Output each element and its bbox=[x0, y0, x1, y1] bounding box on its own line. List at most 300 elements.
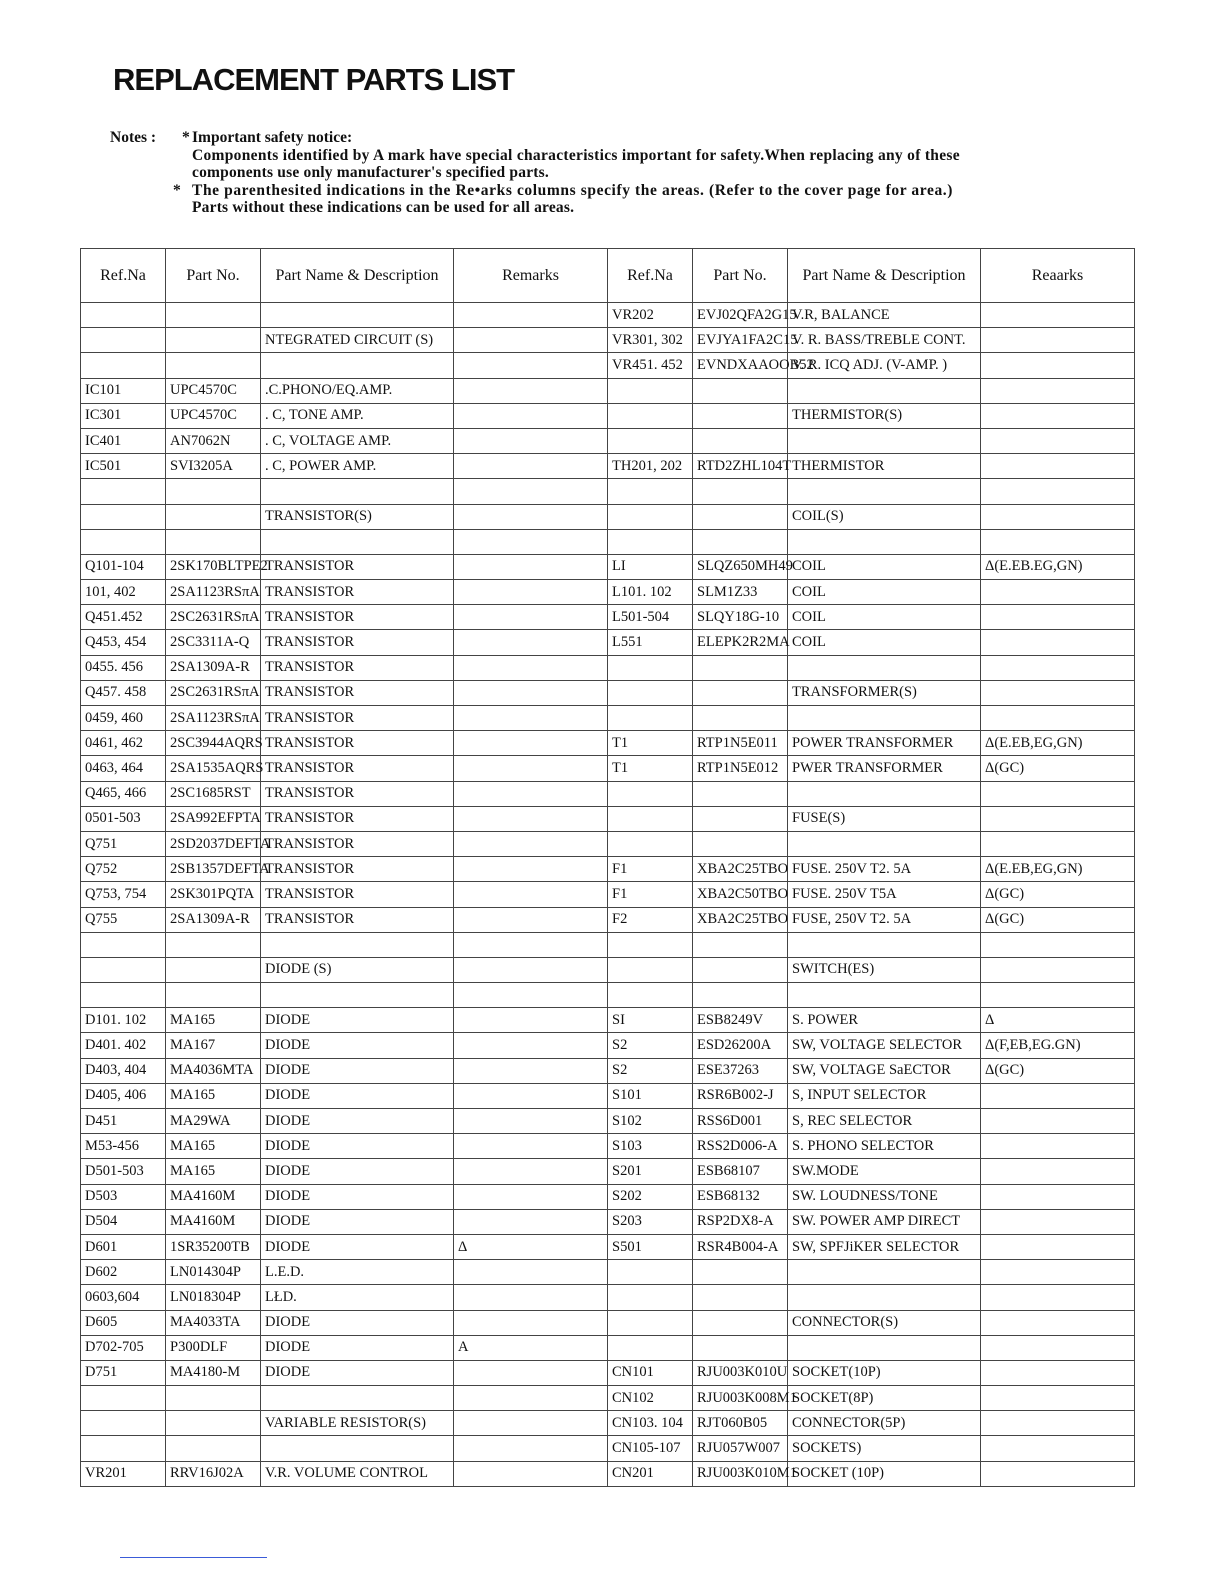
table-cell: FUSE, 250V T2. 5A bbox=[788, 907, 981, 932]
table-cell: TRANSISTOR(S) bbox=[261, 504, 454, 529]
table-row bbox=[81, 680, 1135, 705]
table-cell bbox=[608, 1335, 693, 1360]
table-row bbox=[81, 353, 1135, 378]
table-cell: 2SA992EFPTA bbox=[166, 806, 261, 831]
table-row bbox=[81, 1109, 1135, 1134]
notes-bullet: * bbox=[173, 181, 181, 199]
table-cell bbox=[693, 1260, 788, 1285]
table-cell: T1 bbox=[608, 756, 693, 781]
table-cell: XBA2C50TBO bbox=[693, 882, 788, 907]
table-cell: ESD26200A bbox=[693, 1033, 788, 1058]
table-cell: ESE37263 bbox=[693, 1058, 788, 1083]
table-cell bbox=[608, 1260, 693, 1285]
table-cell: 101, 402 bbox=[81, 580, 166, 605]
table-cell bbox=[261, 529, 454, 554]
table-cell: LI bbox=[608, 554, 693, 579]
table-row bbox=[81, 529, 1135, 554]
table-cell bbox=[981, 1109, 1135, 1134]
table-cell bbox=[693, 1310, 788, 1335]
table-cell bbox=[981, 706, 1135, 731]
table-cell: DIODE bbox=[261, 1209, 454, 1234]
table-cell: SI bbox=[608, 1008, 693, 1033]
table-cell: ELEPK2R2MA bbox=[693, 630, 788, 655]
table-row bbox=[81, 1386, 1135, 1411]
table-row bbox=[81, 1461, 1135, 1486]
table-cell: COIL bbox=[788, 630, 981, 655]
table-cell: . C, VOLTAGE AMP. bbox=[261, 428, 454, 453]
table-cell bbox=[166, 1411, 261, 1436]
table-cell: MA165 bbox=[166, 1159, 261, 1184]
table-cell bbox=[454, 580, 608, 605]
table-cell bbox=[981, 781, 1135, 806]
table-cell bbox=[454, 655, 608, 680]
table-cell bbox=[693, 403, 788, 428]
table-cell bbox=[608, 932, 693, 957]
table-cell bbox=[166, 1436, 261, 1461]
table-row bbox=[81, 1335, 1135, 1360]
table-cell: TRANSISTOR bbox=[261, 831, 454, 856]
table-cell: FUSE. 250V T2. 5A bbox=[788, 857, 981, 882]
table-cell: SW. LOUDNESS/TONE bbox=[788, 1184, 981, 1209]
table-cell: V.R, BALANCE bbox=[788, 303, 981, 328]
table-cell bbox=[981, 378, 1135, 403]
table-cell bbox=[788, 1260, 981, 1285]
table-cell bbox=[454, 857, 608, 882]
table-cell bbox=[981, 630, 1135, 655]
table-cell bbox=[454, 1310, 608, 1335]
table-cell bbox=[788, 479, 981, 504]
notes-line: Important safety notice: bbox=[192, 129, 353, 146]
table-row bbox=[81, 831, 1135, 856]
table-cell: S. PHONO SELECTOR bbox=[788, 1134, 981, 1159]
table-cell bbox=[454, 1360, 608, 1385]
table-row bbox=[81, 655, 1135, 680]
table-cell bbox=[261, 1386, 454, 1411]
table-cell bbox=[81, 1411, 166, 1436]
table-cell bbox=[454, 957, 608, 982]
table-cell: DIODE bbox=[261, 1184, 454, 1209]
table-cell: DIODE (S) bbox=[261, 957, 454, 982]
table-cell bbox=[693, 806, 788, 831]
table-cell bbox=[981, 1184, 1135, 1209]
table-row bbox=[81, 857, 1135, 882]
table-cell: 2SC3311A-Q bbox=[166, 630, 261, 655]
table-cell: V. R. ICQ ADJ. (V-AMP. ) bbox=[788, 353, 981, 378]
table-cell: S2 bbox=[608, 1033, 693, 1058]
table-row bbox=[81, 428, 1135, 453]
table-cell bbox=[261, 353, 454, 378]
table-cell bbox=[454, 680, 608, 705]
table-cell bbox=[166, 932, 261, 957]
table-cell: L501-504 bbox=[608, 605, 693, 630]
column-header: Ref.Na bbox=[608, 249, 693, 303]
table-cell: THERMISTOR(S) bbox=[788, 403, 981, 428]
table-row bbox=[81, 1310, 1135, 1335]
column-header: Part Name & Description bbox=[788, 249, 981, 303]
table-cell: L.E.D. bbox=[261, 1260, 454, 1285]
table-row bbox=[81, 1083, 1135, 1108]
table-cell bbox=[981, 1360, 1135, 1385]
table-cell: S, REC SELECTOR bbox=[788, 1109, 981, 1134]
table-row bbox=[81, 630, 1135, 655]
table-cell: 0461, 462 bbox=[81, 731, 166, 756]
table-cell bbox=[981, 983, 1135, 1008]
table-cell: Δ(F,EB,EG.GN) bbox=[981, 1033, 1135, 1058]
table-cell: PWER TRANSFORMER bbox=[788, 756, 981, 781]
table-cell bbox=[454, 479, 608, 504]
table-cell bbox=[981, 454, 1135, 479]
table-cell: SOCKET(10P) bbox=[788, 1360, 981, 1385]
table-cell bbox=[454, 983, 608, 1008]
table-row bbox=[81, 882, 1135, 907]
table-row bbox=[81, 454, 1135, 479]
table-cell: S, INPUT SELECTOR bbox=[788, 1083, 981, 1108]
table-cell: Q457. 458 bbox=[81, 680, 166, 705]
table-cell: 1SR35200TB bbox=[166, 1234, 261, 1259]
table-cell: . C, POWER AMP. bbox=[261, 454, 454, 479]
table-row bbox=[81, 1411, 1135, 1436]
table-cell bbox=[166, 353, 261, 378]
notes-line: Components identified by A mark have special characteristics important for safety.When replacing any of these bbox=[192, 146, 960, 164]
table-cell: F1 bbox=[608, 857, 693, 882]
table-cell bbox=[981, 831, 1135, 856]
table-cell: .C.PHONO/EQ.AMP. bbox=[261, 378, 454, 403]
table-cell: SW, VOLTAGE SELECTOR bbox=[788, 1033, 981, 1058]
table-cell: COIL bbox=[788, 554, 981, 579]
table-cell: D101. 102 bbox=[81, 1008, 166, 1033]
table-cell bbox=[981, 605, 1135, 630]
table-cell bbox=[454, 1260, 608, 1285]
table-cell: RSR4B004-A bbox=[693, 1234, 788, 1259]
table-cell bbox=[608, 706, 693, 731]
table-cell bbox=[693, 932, 788, 957]
table-cell: S102 bbox=[608, 1109, 693, 1134]
table-cell bbox=[981, 1386, 1135, 1411]
table-cell: CN105-107 bbox=[608, 1436, 693, 1461]
table-cell: Q755 bbox=[81, 907, 166, 932]
table-cell bbox=[981, 932, 1135, 957]
table-cell: VARIABLE RESISTOR(S) bbox=[261, 1411, 454, 1436]
table-cell: Δ(E.EB,EG,GN) bbox=[981, 857, 1135, 882]
table-cell bbox=[81, 479, 166, 504]
table-cell: MA29WA bbox=[166, 1109, 261, 1134]
table-cell: LN018304P bbox=[166, 1285, 261, 1310]
table-cell bbox=[454, 932, 608, 957]
table-cell bbox=[981, 403, 1135, 428]
table-cell: DIODE bbox=[261, 1234, 454, 1259]
table-cell: D605 bbox=[81, 1310, 166, 1335]
table-cell: SW, SPFJiKER SELECTOR bbox=[788, 1234, 981, 1259]
table-cell bbox=[166, 504, 261, 529]
table-cell bbox=[608, 428, 693, 453]
table-cell: MA165 bbox=[166, 1008, 261, 1033]
table-cell: IC101 bbox=[81, 378, 166, 403]
footer-rule bbox=[120, 1557, 267, 1558]
table-cell bbox=[454, 554, 608, 579]
table-cell: DIODE bbox=[261, 1058, 454, 1083]
table-cell bbox=[166, 328, 261, 353]
table-cell bbox=[608, 781, 693, 806]
table-cell: T1 bbox=[608, 731, 693, 756]
table-cell: RTD2ZHL104T bbox=[693, 454, 788, 479]
table-cell bbox=[454, 328, 608, 353]
table-row bbox=[81, 605, 1135, 630]
table-cell: ESB68107 bbox=[693, 1159, 788, 1184]
table-cell bbox=[788, 983, 981, 1008]
table-cell: SLQY18G-10 bbox=[693, 605, 788, 630]
table-cell: MA165 bbox=[166, 1134, 261, 1159]
table-cell bbox=[608, 529, 693, 554]
table-cell: 2SA1123RSπA bbox=[166, 706, 261, 731]
table-cell bbox=[454, 1134, 608, 1159]
table-row bbox=[81, 303, 1135, 328]
table-cell: Q453, 454 bbox=[81, 630, 166, 655]
table-cell bbox=[981, 1285, 1135, 1310]
table-cell: RJU003K008M1 bbox=[693, 1386, 788, 1411]
table-cell: Δ(GC) bbox=[981, 882, 1135, 907]
table-cell bbox=[788, 831, 981, 856]
table-cell: SOCKET(8P) bbox=[788, 1386, 981, 1411]
table-cell: SW. POWER AMP DIRECT bbox=[788, 1209, 981, 1234]
table-cell: COIL bbox=[788, 580, 981, 605]
table-cell: TRANSISTOR bbox=[261, 655, 454, 680]
table-cell bbox=[608, 957, 693, 982]
table-cell: V.R. VOLUME CONTROL bbox=[261, 1461, 454, 1486]
table-cell bbox=[454, 882, 608, 907]
table-cell: D451 bbox=[81, 1109, 166, 1134]
table-cell: DIODE bbox=[261, 1360, 454, 1385]
table-cell bbox=[454, 378, 608, 403]
table-cell bbox=[981, 1260, 1135, 1285]
table-cell bbox=[608, 1310, 693, 1335]
table-cell: SW, VOLTAGE SaECTOR bbox=[788, 1058, 981, 1083]
table-cell bbox=[608, 655, 693, 680]
table-cell bbox=[981, 1436, 1135, 1461]
table-cell: Δ(E.EB.EG,GN) bbox=[981, 554, 1135, 579]
table-cell: MA4036MTA bbox=[166, 1058, 261, 1083]
table-cell: RSP2DX8-A bbox=[693, 1209, 788, 1234]
table-cell: S203 bbox=[608, 1209, 693, 1234]
table-cell bbox=[788, 529, 981, 554]
table-cell: D501-503 bbox=[81, 1159, 166, 1184]
notes-line: components use only manufacturer's specified parts. bbox=[192, 164, 549, 181]
table-cell bbox=[454, 1411, 608, 1436]
table-cell: TRANSFORMER(S) bbox=[788, 680, 981, 705]
table-cell bbox=[981, 680, 1135, 705]
table-cell bbox=[81, 303, 166, 328]
column-header: Part No. bbox=[166, 249, 261, 303]
table-cell: SVI3205A bbox=[166, 454, 261, 479]
table-cell bbox=[454, 1159, 608, 1184]
table-cell bbox=[981, 328, 1135, 353]
table-cell: RRV16J02A bbox=[166, 1461, 261, 1486]
table-cell: TRANSISTOR bbox=[261, 806, 454, 831]
table-cell bbox=[608, 983, 693, 1008]
table-cell: TRANSISTOR bbox=[261, 882, 454, 907]
table-cell: IC501 bbox=[81, 454, 166, 479]
table-cell: 2SK170BLTPE2 bbox=[166, 554, 261, 579]
table-row bbox=[81, 806, 1135, 831]
table-cell: D602 bbox=[81, 1260, 166, 1285]
column-header: Ref.Na bbox=[81, 249, 166, 303]
table-cell: S2 bbox=[608, 1058, 693, 1083]
table-cell: ESB68132 bbox=[693, 1184, 788, 1209]
table-cell: 2SA1309A-R bbox=[166, 655, 261, 680]
table-cell bbox=[788, 378, 981, 403]
table-cell: D503 bbox=[81, 1184, 166, 1209]
table-row bbox=[81, 907, 1135, 932]
table-cell: D751 bbox=[81, 1360, 166, 1385]
table-cell: D401. 402 bbox=[81, 1033, 166, 1058]
table-cell: CN101 bbox=[608, 1360, 693, 1385]
page-title: REPLACEMENT PARTS LIST bbox=[113, 62, 515, 97]
table-cell bbox=[981, 1335, 1135, 1360]
table-cell: DIODE bbox=[261, 1159, 454, 1184]
table-cell: SW.MODE bbox=[788, 1159, 981, 1184]
table-row bbox=[81, 378, 1135, 403]
table-cell bbox=[608, 806, 693, 831]
table-cell: Q101-104 bbox=[81, 554, 166, 579]
table-cell bbox=[788, 1335, 981, 1360]
table-cell: FUSE(S) bbox=[788, 806, 981, 831]
table-cell bbox=[454, 1461, 608, 1486]
table-row bbox=[81, 1234, 1135, 1259]
table-cell: D403, 404 bbox=[81, 1058, 166, 1083]
table-cell bbox=[166, 303, 261, 328]
table-cell bbox=[981, 1461, 1135, 1486]
table-row bbox=[81, 1209, 1135, 1234]
table-cell bbox=[81, 957, 166, 982]
table-cell: CN201 bbox=[608, 1461, 693, 1486]
table-row bbox=[81, 983, 1135, 1008]
table-cell: RJT060B05 bbox=[693, 1411, 788, 1436]
table-row bbox=[81, 504, 1135, 529]
table-cell bbox=[788, 428, 981, 453]
table-cell bbox=[981, 529, 1135, 554]
table-cell: VR202 bbox=[608, 303, 693, 328]
table-cell bbox=[454, 706, 608, 731]
table-cell: MA4160M bbox=[166, 1184, 261, 1209]
table-cell: TRANSISTOR bbox=[261, 756, 454, 781]
table-cell: Δ(GC) bbox=[981, 756, 1135, 781]
table-cell: 0455. 456 bbox=[81, 655, 166, 680]
table-cell bbox=[693, 831, 788, 856]
table-cell: TRANSISTOR bbox=[261, 781, 454, 806]
table-cell: S. POWER bbox=[788, 1008, 981, 1033]
table-cell: 0603,604 bbox=[81, 1285, 166, 1310]
table-cell bbox=[454, 1083, 608, 1108]
table-cell: COIL bbox=[788, 605, 981, 630]
table-cell: D405, 406 bbox=[81, 1083, 166, 1108]
notes-line: Parts without these indications can be used for all areas. bbox=[192, 199, 575, 216]
table-cell: SOCKETS) bbox=[788, 1436, 981, 1461]
table-cell: VR451. 452 bbox=[608, 353, 693, 378]
table-cell: DIODE bbox=[261, 1134, 454, 1159]
table-cell bbox=[261, 932, 454, 957]
table-cell: L551 bbox=[608, 630, 693, 655]
table-row bbox=[81, 781, 1135, 806]
table-cell: . C, TONE AMP. bbox=[261, 403, 454, 428]
table-cell: V. R. BASS/TREBLE CONT. bbox=[788, 328, 981, 353]
table-cell: S103 bbox=[608, 1134, 693, 1159]
table-cell: VR301, 302 bbox=[608, 328, 693, 353]
table-cell: 2SC3944AQRS bbox=[166, 731, 261, 756]
table-cell: TRANSISTOR bbox=[261, 630, 454, 655]
table-row bbox=[81, 1285, 1135, 1310]
table-cell: Q751 bbox=[81, 831, 166, 856]
table-cell bbox=[981, 479, 1135, 504]
table-cell: DIODE bbox=[261, 1033, 454, 1058]
table-cell bbox=[454, 1033, 608, 1058]
table-cell: EVJYA1FA2C15 bbox=[693, 328, 788, 353]
table-cell bbox=[81, 1386, 166, 1411]
table-cell bbox=[454, 1209, 608, 1234]
table-cell: COIL(S) bbox=[788, 504, 981, 529]
table-cell bbox=[81, 328, 166, 353]
table-cell: TRANSISTOR bbox=[261, 680, 454, 705]
table-cell: M53-456 bbox=[81, 1134, 166, 1159]
table-cell bbox=[454, 1436, 608, 1461]
table-cell: NTEGRATED CIRCUIT (S) bbox=[261, 328, 454, 353]
table-cell: Δ bbox=[981, 1008, 1135, 1033]
table-cell: Q752 bbox=[81, 857, 166, 882]
table-cell bbox=[981, 1234, 1135, 1259]
table-cell bbox=[693, 957, 788, 982]
table-cell bbox=[166, 1386, 261, 1411]
table-cell: 2SD2037DEFTA bbox=[166, 831, 261, 856]
table-cell bbox=[454, 529, 608, 554]
table-cell bbox=[693, 428, 788, 453]
table-cell: VR201 bbox=[81, 1461, 166, 1486]
table-cell bbox=[693, 706, 788, 731]
column-header: Remarks bbox=[454, 249, 608, 303]
table-cell: UPC4570C bbox=[166, 403, 261, 428]
table-cell bbox=[981, 1310, 1135, 1335]
notes-label: Notes : bbox=[110, 129, 157, 146]
table-cell bbox=[454, 1285, 608, 1310]
table-cell bbox=[166, 479, 261, 504]
table-row bbox=[81, 706, 1135, 731]
table-cell bbox=[166, 983, 261, 1008]
table-row bbox=[81, 932, 1135, 957]
table-cell: DIODE bbox=[261, 1083, 454, 1108]
table-cell: Δ(GC) bbox=[981, 907, 1135, 932]
table-cell bbox=[454, 806, 608, 831]
table-cell bbox=[981, 1159, 1135, 1184]
table-cell bbox=[981, 1134, 1135, 1159]
table-cell bbox=[788, 781, 981, 806]
table-cell: 0459, 460 bbox=[81, 706, 166, 731]
column-header: Part Name & Description bbox=[261, 249, 454, 303]
table-cell bbox=[981, 504, 1135, 529]
table-cell: THERMISTOR bbox=[788, 454, 981, 479]
table-cell bbox=[981, 428, 1135, 453]
table-row bbox=[81, 554, 1135, 579]
table-cell: 0463, 464 bbox=[81, 756, 166, 781]
table-cell: RJU003K010M1 bbox=[693, 1461, 788, 1486]
table-cell: S501 bbox=[608, 1234, 693, 1259]
table-cell: LN014304P bbox=[166, 1260, 261, 1285]
table-cell: RTP1N5E012 bbox=[693, 756, 788, 781]
table-cell: DIODE bbox=[261, 1008, 454, 1033]
table-cell bbox=[981, 353, 1135, 378]
table-cell bbox=[981, 1083, 1135, 1108]
table-row bbox=[81, 731, 1135, 756]
table-cell bbox=[981, 303, 1135, 328]
table-cell: 2SC1685RST bbox=[166, 781, 261, 806]
table-cell: LŁD. bbox=[261, 1285, 454, 1310]
table-cell: DIODE bbox=[261, 1335, 454, 1360]
